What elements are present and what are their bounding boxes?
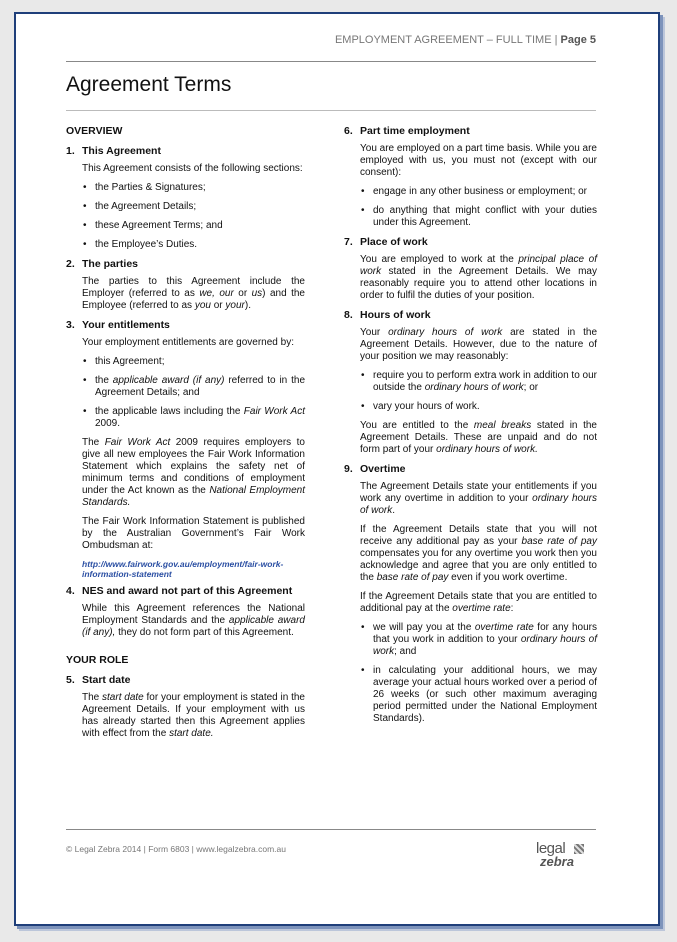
paragraph <box>82 603 305 639</box>
text: : <box>510 603 514 614</box>
paragraph <box>360 254 597 302</box>
footer-text: © Legal Zebra 2014 | Form 6803 | www.legalzebra.com.au <box>66 844 286 854</box>
text: we will pay you at the <box>373 622 475 633</box>
bullet-list <box>82 182 305 251</box>
header-page-number: Page 5 <box>560 34 596 46</box>
text: start date <box>102 692 144 703</box>
bullet-list <box>360 186 597 229</box>
fair-work-link[interactable]: http://www.fairwork.gov.au/employment/fair-work-information-statement <box>82 559 284 579</box>
clause-number: 5. <box>66 674 75 686</box>
clause-title: Overtime <box>360 463 406 475</box>
text: ). <box>244 300 251 311</box>
list-item <box>360 622 597 658</box>
clause-heading <box>66 145 305 157</box>
text: overtime rate <box>452 603 511 614</box>
text: ) and the Employee (referred to as <box>82 288 305 311</box>
header-doc-title: EMPLOYMENT AGREEMENT – FULL TIME <box>334 34 552 46</box>
logo-mark-icon <box>574 844 584 854</box>
list-item: • the Parties & Signatures; <box>82 182 305 194</box>
list-item <box>360 370 597 394</box>
paragraph <box>360 420 597 456</box>
text: You are employed to work at the <box>360 254 519 265</box>
text: principal place of work <box>360 254 597 277</box>
text: applicable award (if any) <box>112 375 225 386</box>
text: Fair Work Act <box>243 406 305 417</box>
clause-title: NES and award not part of this Agreement <box>82 585 293 597</box>
clause-title: Place of work <box>360 236 428 248</box>
clause-number: 8. <box>344 309 353 321</box>
list-item: • do anything that might conflict with your duties under this Agreement. <box>360 205 597 229</box>
text: Fair Work Act <box>104 437 171 448</box>
list-item <box>82 375 305 399</box>
text: ordinary hours of work <box>360 493 598 516</box>
clause-number: 7. <box>344 236 353 248</box>
text: you <box>194 300 211 311</box>
list-item: • this Agreement; <box>82 356 305 368</box>
text: base rate of pay <box>376 572 449 583</box>
text: stated in the Agreement Details. We may reasonably require you to attend other locations in order to fulfil the duties of your position. <box>360 266 597 301</box>
text: 2009. <box>95 418 121 429</box>
text: The <box>82 692 103 703</box>
clause-heading <box>66 258 305 270</box>
text: base rate of pay <box>521 536 597 547</box>
text: National Employment Standards. <box>82 485 306 508</box>
text: require you to perform extra work in addition to our outside the <box>373 370 597 393</box>
list-item <box>82 406 305 430</box>
text: or <box>233 288 252 299</box>
clause-heading <box>66 585 305 597</box>
list-item: • engage in any other business or employment; or <box>360 186 597 198</box>
bullet-list <box>82 356 305 430</box>
text: 2009 requires employers to give all new employees the Fair Work Information Statement which explains the safety net of minimum terms and conditions of employment under the Act known as the <box>82 437 305 496</box>
clause-heading <box>344 463 597 475</box>
text: ordinary hours of work <box>424 382 524 393</box>
logo-word-zebra: zebra <box>540 854 574 869</box>
paragraph <box>360 524 597 584</box>
bullet-list <box>360 370 597 413</box>
clause-heading <box>66 319 305 331</box>
clause-number: 2. <box>66 258 75 270</box>
text: applicable award (if any), <box>82 615 305 638</box>
clause-number: 1. <box>66 145 75 157</box>
clause-title: Your entitlements <box>82 319 170 331</box>
logo-word-legal: legal <box>536 840 566 857</box>
clause-heading <box>344 309 597 321</box>
section-heading-overview: OVERVIEW <box>66 125 123 137</box>
text: the applicable laws including the <box>95 406 244 417</box>
paragraph: This Agreement consists of the following sections: <box>82 163 303 174</box>
text: for your employment is stated in the Agreement Details. If your employment with us has already started then this Agreement applies with effect from the <box>82 692 305 739</box>
text: compensates you for any overtime you work then you acknowledge and agree that you are only entitled to the <box>360 548 597 583</box>
list-item: • vary your hours of work. <box>360 401 597 413</box>
title-rule <box>66 110 596 111</box>
list-item: • in calculating your additional hours, we may average your actual hours worked over a period of 26 weeks (or such other maximum averaging period permitted under the National Employment Standards). <box>360 665 597 725</box>
text: referred to in the Agreement Details; and <box>95 375 306 398</box>
text: ordinary hours of work <box>388 327 503 338</box>
text: they do not form part of this Agreement. <box>115 627 294 638</box>
text: The <box>82 437 105 448</box>
footer-rule <box>66 829 596 830</box>
text: us <box>251 288 263 299</box>
text: Your <box>360 327 389 338</box>
header-rule <box>66 61 596 62</box>
text: we, our <box>199 288 234 299</box>
text: You are entitled to the <box>360 420 474 431</box>
text: . <box>392 505 396 516</box>
list-item: • the Employee’s Duties. <box>82 239 305 251</box>
list-item: • these Agreement Terms; and <box>82 220 305 232</box>
legal-zebra-logo <box>534 838 594 874</box>
paragraph <box>360 327 597 363</box>
clause-title: The parties <box>82 258 139 270</box>
running-header <box>66 34 596 46</box>
paragraph <box>360 591 597 615</box>
page-title: Agreement Terms <box>66 73 232 96</box>
paragraph: You are employed on a part time basis. While you are employed with us, you must not (except with our consent): <box>360 143 597 178</box>
clause-number: 3. <box>66 319 75 331</box>
text: for any hours that you work in addition to your <box>373 622 597 645</box>
clause-heading <box>66 674 305 686</box>
text: start date. <box>169 728 214 739</box>
text: are stated in the Agreement Details. However, due to the nature of your position we may reasonably: <box>360 327 597 362</box>
text: ; or <box>523 382 539 393</box>
left-column <box>66 125 305 747</box>
paragraph: The Fair Work Information Statement is published by the Australian Government’s Fair Work Ombudsman at: <box>82 516 305 551</box>
text: ordinary hours of work. <box>436 444 538 455</box>
paragraph <box>82 692 305 740</box>
text: even if you work overtime. <box>448 572 568 583</box>
text: ordinary hours of work <box>373 634 597 657</box>
text: or <box>210 300 226 311</box>
clause-number: 9. <box>344 463 353 475</box>
paragraph: Your employment entitlements are governed by: <box>82 337 294 348</box>
paragraph <box>82 437 305 509</box>
text: ; and <box>394 646 417 657</box>
text: meal breaks <box>473 420 532 431</box>
text: While this Agreement references the National Employment Standards and the <box>82 603 305 626</box>
clause-heading <box>344 236 597 248</box>
bullet-list <box>360 622 597 725</box>
text: your <box>225 300 245 311</box>
text: overtime rate <box>474 622 534 633</box>
paragraph <box>82 276 305 312</box>
clause-number: 6. <box>344 125 353 137</box>
text: stated in the Agreement Details. These are unpaid and do not form part of your <box>360 420 597 455</box>
text: the <box>95 375 113 386</box>
right-column <box>344 125 597 732</box>
clause-title: Start date <box>82 674 131 686</box>
text: If the Agreement Details state that you are entitled to additional pay at the <box>360 591 597 614</box>
header-separator: | <box>551 34 561 46</box>
text: The parties to this Agreement include the Employer (referred to as <box>82 276 305 299</box>
text: If the Agreement Details state that you will not receive any additional pay as your <box>360 524 597 547</box>
list-item: • the Agreement Details; <box>82 201 305 213</box>
paragraph <box>360 481 597 517</box>
clause-heading <box>344 125 597 137</box>
clause-number: 4. <box>66 585 75 597</box>
section-heading-your-role: YOUR ROLE <box>66 654 129 666</box>
clause-title: Hours of work <box>360 309 431 321</box>
clause-title: This Agreement <box>82 145 161 157</box>
text: The Agreement Details state your entitlements if you work any overtime in addition to your <box>360 481 597 504</box>
clause-title: Part time employment <box>360 125 470 137</box>
